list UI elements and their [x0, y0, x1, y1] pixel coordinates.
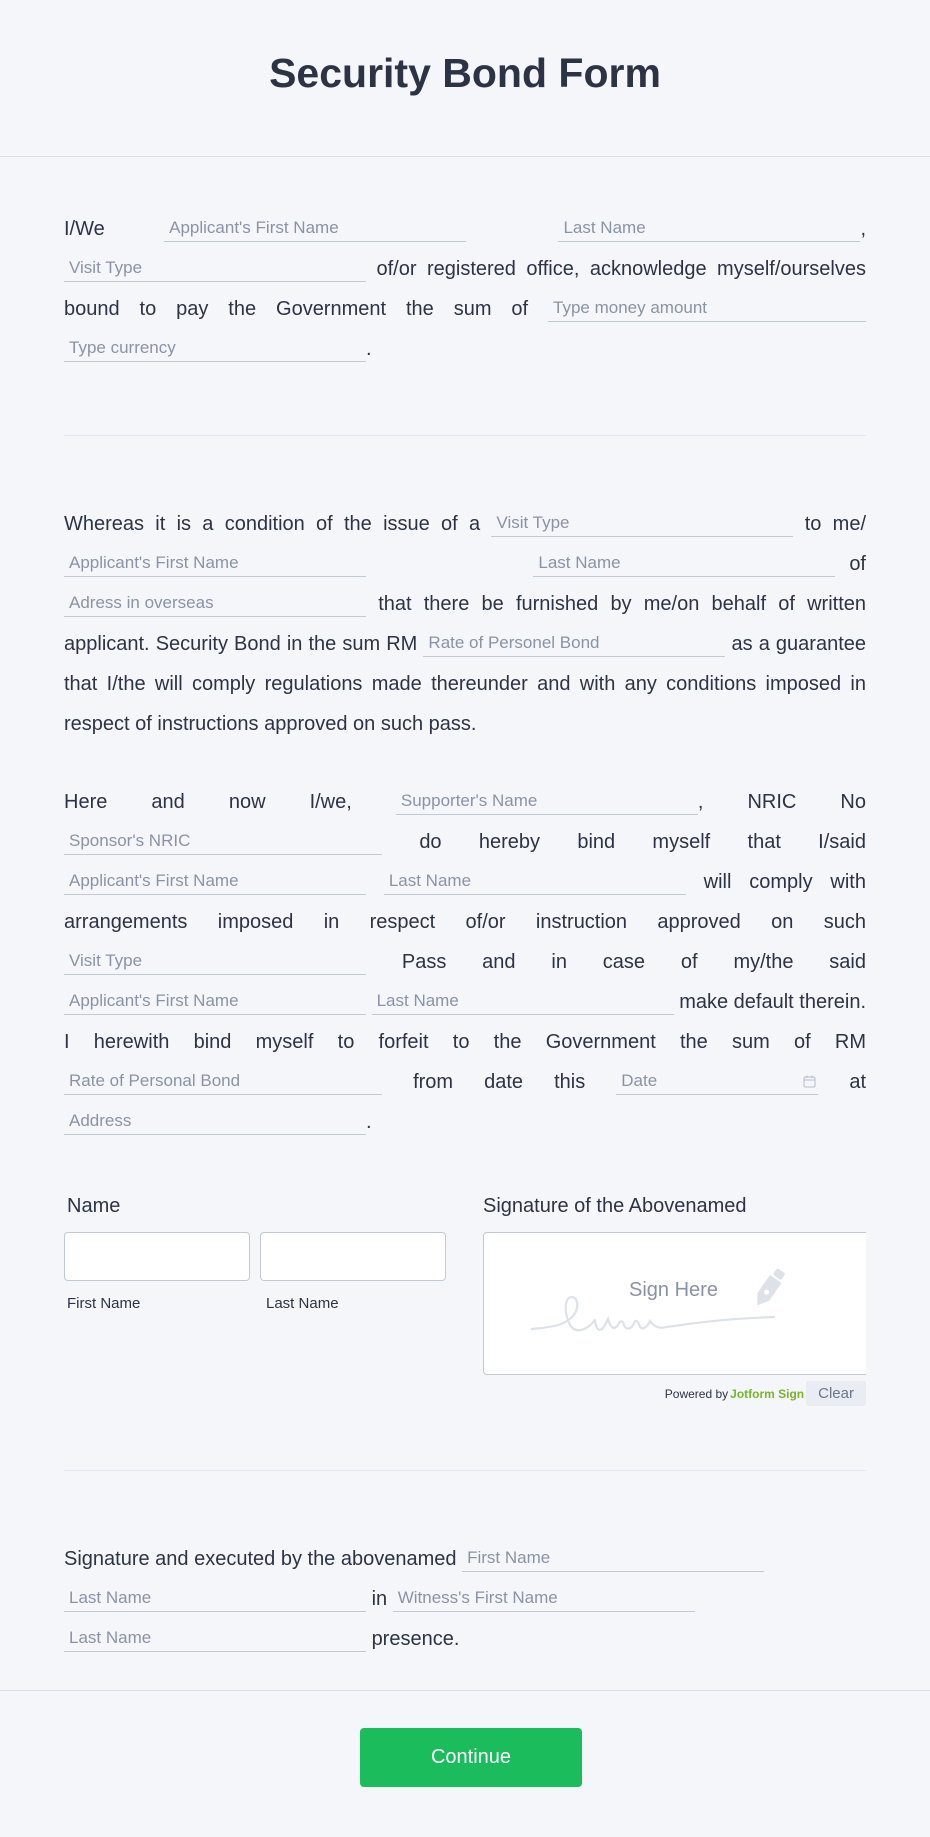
section-divider	[64, 1470, 866, 1471]
applicant-first-name-input[interactable]: Applicant's First Name	[64, 549, 366, 577]
period-text: .	[366, 1111, 372, 1133]
nric-text: , NRIC No	[697, 791, 866, 813]
signature-label: Signature of the Abovenamed	[483, 1195, 747, 1217]
witness-last-name-input[interactable]: Last Name	[64, 1624, 366, 1652]
comma-text: ,	[860, 218, 867, 240]
name-sublabels	[64, 1295, 481, 1312]
to-me-text: to me/	[804, 513, 867, 535]
executed-by-text: Signature and executed by the abovenamed	[64, 1548, 457, 1570]
sign-here-placeholder: Sign Here	[629, 1279, 718, 1301]
date-input[interactable]	[616, 1067, 818, 1095]
presence-text: presence.	[371, 1628, 460, 1650]
visit-type-input[interactable]: Visit Type	[64, 947, 366, 975]
sponsor-nric-input[interactable]: Sponsor's NRIC	[64, 827, 382, 855]
in-text: in	[371, 1588, 388, 1610]
signature-footer	[483, 1381, 866, 1406]
here-and-now-text: Here and now I/we,	[64, 791, 352, 813]
personal-bond-rate-input[interactable]: Rate of Personel Bond	[423, 629, 725, 657]
signature-scribble-icon	[484, 1233, 867, 1376]
applicant-first-name-input[interactable]: Applicant's First Name	[64, 987, 366, 1015]
name-label: Name	[67, 1195, 121, 1217]
name-block	[64, 1194, 481, 1406]
section-divider	[64, 435, 866, 436]
money-amount-input[interactable]: Type money amount	[548, 294, 866, 322]
personal-bond-rate-input[interactable]: Rate of Personal Bond	[64, 1067, 382, 1095]
first-name-field[interactable]	[64, 1232, 250, 1281]
pass-text: Pass and in case of my/the said	[401, 951, 867, 973]
continue-button[interactable]: Continue	[360, 1728, 582, 1787]
applicant-last-name-input[interactable]: Last Name	[372, 987, 674, 1015]
applicant-first-name-input[interactable]: Applicant's First Name	[64, 867, 366, 895]
jotform-sign-link[interactable]: Jotform Sign	[730, 1386, 805, 1401]
registered-office-text: of/or registered office, acknowledge myself/ourselves bound to pay the Government the sum of	[64, 258, 866, 320]
undertaking-paragraph	[64, 782, 866, 1102]
overseas-address-input[interactable]: Adress in overseas	[64, 589, 366, 617]
witness-first-name-input[interactable]: Witness's First Name	[393, 1584, 695, 1612]
date-placeholder: Date	[621, 1071, 658, 1090]
bond-intro-paragraph	[64, 209, 866, 369]
powered-by-text: Powered by	[664, 1386, 729, 1401]
make-default-text: make default therein. I herewith bind myself to forfeit to the Government the sum of RM	[64, 991, 867, 1053]
address-input[interactable]: Address	[64, 1107, 366, 1135]
form-title: Security Bond Form	[269, 49, 661, 96]
condition-paragraph	[64, 504, 866, 744]
from-date-text: from date this	[413, 1071, 586, 1093]
abovenamed-last-name-input[interactable]: Last Name	[64, 1584, 366, 1612]
name-inputs	[64, 1232, 481, 1281]
address-line	[64, 1102, 866, 1142]
form-footer	[0, 1690, 930, 1837]
form-header	[0, 0, 930, 157]
signature-block	[483, 1194, 866, 1406]
applicant-last-name-input[interactable]: Last Name	[558, 214, 860, 242]
last-name-sublabel: Last Name	[266, 1295, 339, 1312]
visit-type-input[interactable]: Visit Type	[491, 509, 793, 537]
last-name-field[interactable]	[260, 1232, 446, 1281]
of-text: of	[849, 553, 866, 575]
signature-pad[interactable]	[483, 1232, 866, 1375]
currency-input[interactable]: Type currency	[64, 334, 366, 362]
first-name-sublabel: First Name	[67, 1295, 141, 1312]
supporter-name-input[interactable]: Supporter's Name	[396, 787, 698, 815]
iwe-text: I/We	[64, 218, 105, 240]
at-text: at	[849, 1071, 867, 1093]
visit-type-input[interactable]: Visit Type	[64, 254, 366, 282]
guarantee-text: as a guarantee that I/the will comply regulations made thereunder and with any conditions imposed in respect of instructions approved on such pass.	[64, 633, 867, 735]
applicant-last-name-input[interactable]: Last Name	[533, 549, 835, 577]
period-text: .	[366, 338, 372, 360]
applicant-last-name-input[interactable]: Last Name	[384, 867, 686, 895]
will-comply-text: will comply with arrangements imposed in respect of/or instruction approved on such	[64, 871, 866, 933]
form-content	[0, 209, 930, 1659]
applicant-first-name-input[interactable]: Applicant's First Name	[164, 214, 466, 242]
calendar-icon[interactable]	[803, 1075, 816, 1088]
execution-paragraph	[64, 1539, 866, 1659]
clear-signature-button[interactable]: Clear	[806, 1381, 866, 1406]
abovenamed-first-name-input[interactable]: First Name	[462, 1544, 764, 1572]
furnished-text: that there be furnished by me/on behalf of written applicant. Security Bond in the sum RM	[64, 593, 866, 655]
whereas-text: Whereas it is a condition of the issue of a	[64, 513, 481, 535]
name-signature-row	[64, 1194, 866, 1406]
bind-myself-text: do hereby bind myself that I/said	[419, 831, 866, 853]
